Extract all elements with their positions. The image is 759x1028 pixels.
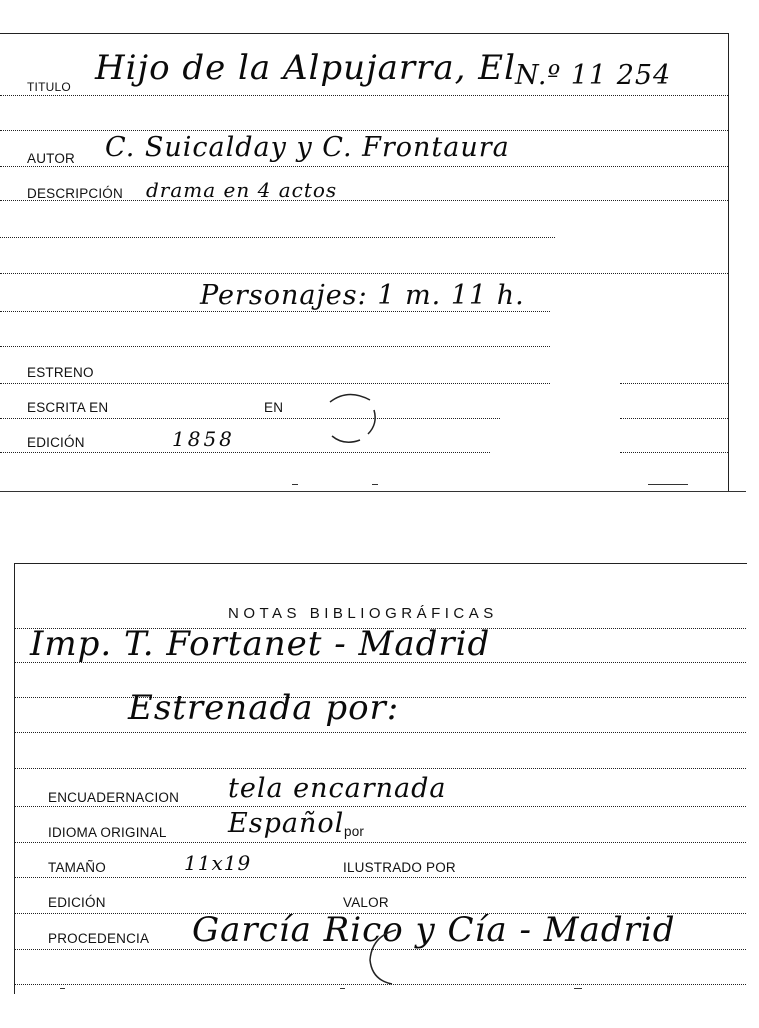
scan-mark xyxy=(372,484,378,485)
idioma-value: Español xyxy=(228,808,345,839)
ilustrado-por-label: ILUSTRADO POR xyxy=(343,860,456,875)
dotted-line xyxy=(620,383,728,384)
titulo-label: TITULO xyxy=(27,80,71,94)
dotted-line xyxy=(0,452,490,453)
estreno-label: ESTRENO xyxy=(27,365,94,380)
tamano-label: TAMAÑO xyxy=(48,860,106,875)
imprenta-value: Imp. T. Fortanet - Madrid xyxy=(30,624,491,664)
scan-mark xyxy=(574,988,582,989)
dotted-line xyxy=(0,95,728,96)
dotted-line xyxy=(14,877,746,878)
escrita-en-label: ESCRITA EN xyxy=(27,400,109,415)
en-label: EN xyxy=(264,400,284,415)
tamano-value: 11x19 xyxy=(184,851,252,875)
por-label: por xyxy=(344,824,365,839)
dotted-line xyxy=(0,166,728,167)
autor-value: C. Suicalday y C. Frontaura xyxy=(105,132,510,163)
scan-mark xyxy=(292,484,298,485)
descripcion-label: DESCRIPCIÓN xyxy=(27,186,123,201)
dotted-line xyxy=(0,311,550,312)
punch-hole xyxy=(318,388,380,446)
dotted-line xyxy=(0,383,550,384)
dotted-line xyxy=(0,130,728,131)
encuadernacion-value: tela encarnada xyxy=(228,773,447,804)
scan-mark xyxy=(648,484,688,485)
dotted-line xyxy=(14,732,746,733)
valor-label: VALOR xyxy=(343,895,389,910)
procedencia-label: PROCEDENCIA xyxy=(48,931,150,946)
punch-hole xyxy=(362,926,418,986)
notas-bibliograficas-heading: NOTAS BIBLIOGRÁFICAS xyxy=(228,605,498,622)
dotted-line xyxy=(14,768,746,769)
dotted-line xyxy=(0,418,500,419)
scan-mark xyxy=(60,988,65,989)
idioma-original-label: IDIOMA ORIGINAL xyxy=(48,825,167,840)
dotted-line xyxy=(14,806,746,807)
edicion-bottom-label: EDICIÓN xyxy=(48,895,106,910)
procedencia-value: García Rico y Cía - Madrid xyxy=(192,910,676,950)
numero-value: N.º 11 254 xyxy=(515,60,672,91)
estrenada-value: Estrenada por: xyxy=(128,688,400,728)
dotted-line xyxy=(0,273,728,274)
edicion-value: 1858 xyxy=(172,427,235,451)
dotted-line xyxy=(620,452,728,453)
dotted-line xyxy=(0,237,555,238)
dotted-line xyxy=(0,346,550,347)
edicion-label: EDICIÓN xyxy=(27,435,85,450)
autor-label: AUTOR xyxy=(27,151,76,166)
dotted-line xyxy=(14,842,746,843)
encuadernacion-label: ENCUADERNACION xyxy=(48,790,180,805)
titulo-value: Hijo de la Alpujarra, El xyxy=(95,48,516,88)
scan-mark xyxy=(340,988,345,989)
descripcion-value: drama en 4 actos xyxy=(146,178,338,202)
personajes-value: Personajes: 1 m. 11 h. xyxy=(200,280,525,311)
card-top-bottom-edge xyxy=(0,491,746,492)
dotted-line xyxy=(620,418,728,419)
